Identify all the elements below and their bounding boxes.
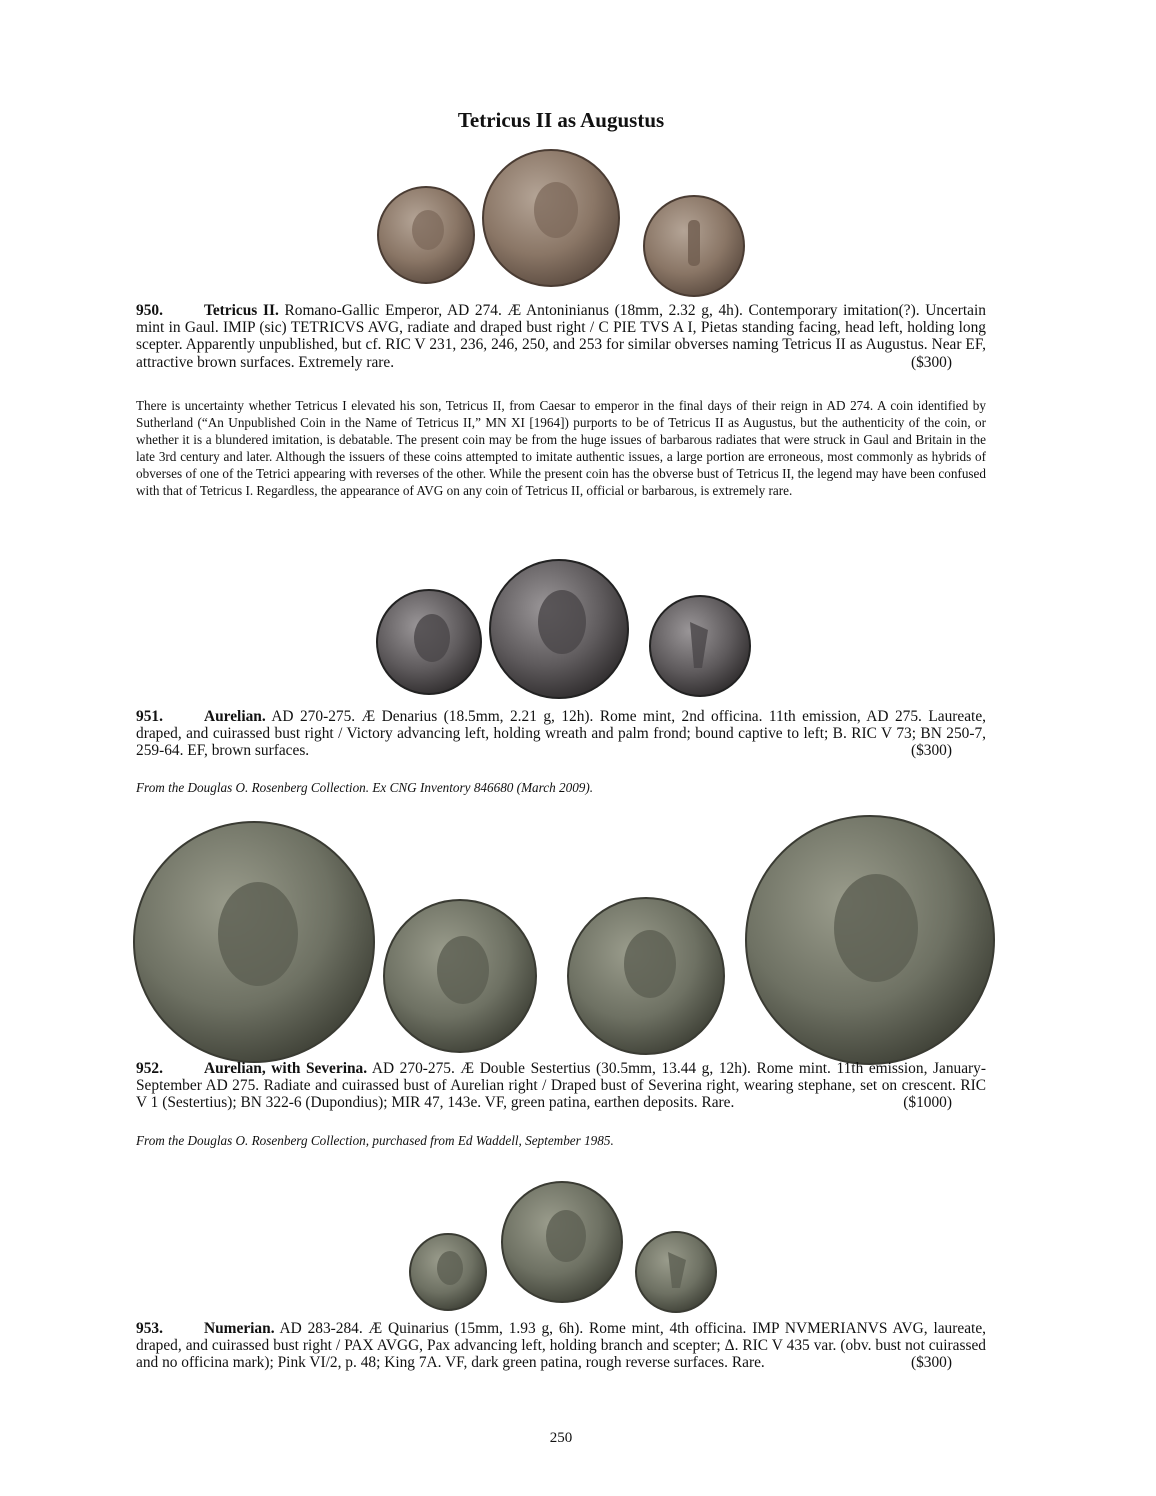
lot-name: Numerian. — [204, 1320, 275, 1337]
coin-photos — [372, 560, 754, 700]
lot-number: 950. — [136, 302, 163, 319]
lot-price: ($1000) — [903, 1094, 952, 1112]
page-number: 250 — [549, 1430, 573, 1446]
lot-name: Aurelian. — [204, 708, 266, 725]
lot-950-note: There is uncertainty whether Tetricus I elevated his son, Tetricus II, from Caesar to emperor in the final days of their reign in AD 274. A coin identified by Sutherland (“An Unpublished Coin in the Name of Tetricus II,” MN XI [1964]) purports to be of Tetricus II as Augustus, but the authenticity of the coin, or whether it is a blundered imitation, is debatable. The present coin may be from the huge issues of barbarous radiates that were struck in Gaul and Britain in the late 3rd century and later. Although the issuers of these coins attempted to imitate authentic issues, a large portion are erroneous, most commonly as hybrids of obverses of one of the Tetrici appearing with reverses of the other. While the present coin has the obverse bust of Tetricus II, the legend may have been confused with that of Tetricus I. Regardless, the appearance of AVG on any coin of Tetricus II, official or barbarous, is extremely rare. — [136, 398, 986, 498]
lot-number: 952. — [136, 1060, 163, 1077]
lot-description: AD 270-275. Æ Denarius (18.5mm, 2.21 g, 12h). Rome mint, 2nd officina. 11th emission, AD 275. Laureate, draped, and cuirassed bust right / Victory advancing left, holding wreath and palm frond; bound captive to left; B. RIC V 73; BN 250-7, 259-64. EF, brown surfaces. — [136, 708, 987, 760]
coin-images-950 — [376, 150, 746, 290]
page-title: Tetricus II as Augustus — [457, 108, 665, 132]
lot-name: Aurelian, with Severina. — [204, 1060, 368, 1077]
lot-price: ($300) — [910, 353, 952, 371]
lot-953 — [136, 1320, 986, 1372]
coin-photos — [376, 150, 746, 290]
coin-images-952 — [128, 824, 998, 1064]
lot-951 — [136, 708, 986, 760]
coin-photos — [128, 824, 998, 1064]
lot-952-provenance: From the Douglas O. Rosenberg Collection, purchased from Ed Waddell, September 1985. — [136, 1133, 614, 1148]
coin-images-953 — [406, 1180, 720, 1314]
lot-name: Tetricus II. — [204, 302, 279, 319]
lot-price: ($300) — [910, 742, 952, 760]
lot-description: AD 270-275. Æ Double Sestertius (30.5mm, 13.44 g, 12h). Rome mint. 11th emission, January-September AD 275. Radiate and cuirassed bust of Aurelian right / Draped bust of Severina right, wearing stephane, set on crescent. RIC V 1 (Sestertius); BN 322-6 (Dupondius); MIR 47, 143e. VF, green patina, earthen deposits. Rare. — [136, 1060, 987, 1112]
lot-description: AD 283-284. Æ Quinarius (15mm, 1.93 g, 6h). Rome mint, 4th officina. IMP NVMERIANVS AVG, laureate, draped, and cuirassed bust right / PAX AVGG, Pax advancing left, holding branch and scepter; Δ. RIC V 435 var. (obv. bust not cuirassed and no officina mark); Pink VI/2, p. 48; King 7A. VF, dark green patina, rough reverse surfaces. Rare. — [136, 1320, 986, 1372]
coin-images-951 — [372, 560, 754, 700]
lot-number: 953. — [136, 1320, 163, 1337]
lot-number: 951. — [136, 708, 163, 725]
lot-price: ($300) — [910, 1354, 952, 1372]
lot-951-provenance: From the Douglas O. Rosenberg Collection. Ex CNG Inventory 846680 (March 2009). — [136, 780, 594, 795]
lot-description: Romano-Gallic Emperor, AD 274. Æ Antoninianus (18mm, 2.32 g, 4h). Contemporary imitation(?). Uncertain mint in Gaul. IMIP (sic) TETRICVS AVG, radiate and draped bust right / C PIE TVS A I, Pietas standing facing, head left, holding long scepter. Apparently unpublished, but cf. RIC V 231, 236, 246, 250, and 253 for similar obverses naming Tetricus II as Augustus. Near EF, attractive brown surfaces. Extremely rare. — [136, 302, 986, 371]
coin-photos — [406, 1180, 720, 1314]
lot-952 — [136, 1060, 986, 1112]
lot-950 — [136, 302, 986, 371]
